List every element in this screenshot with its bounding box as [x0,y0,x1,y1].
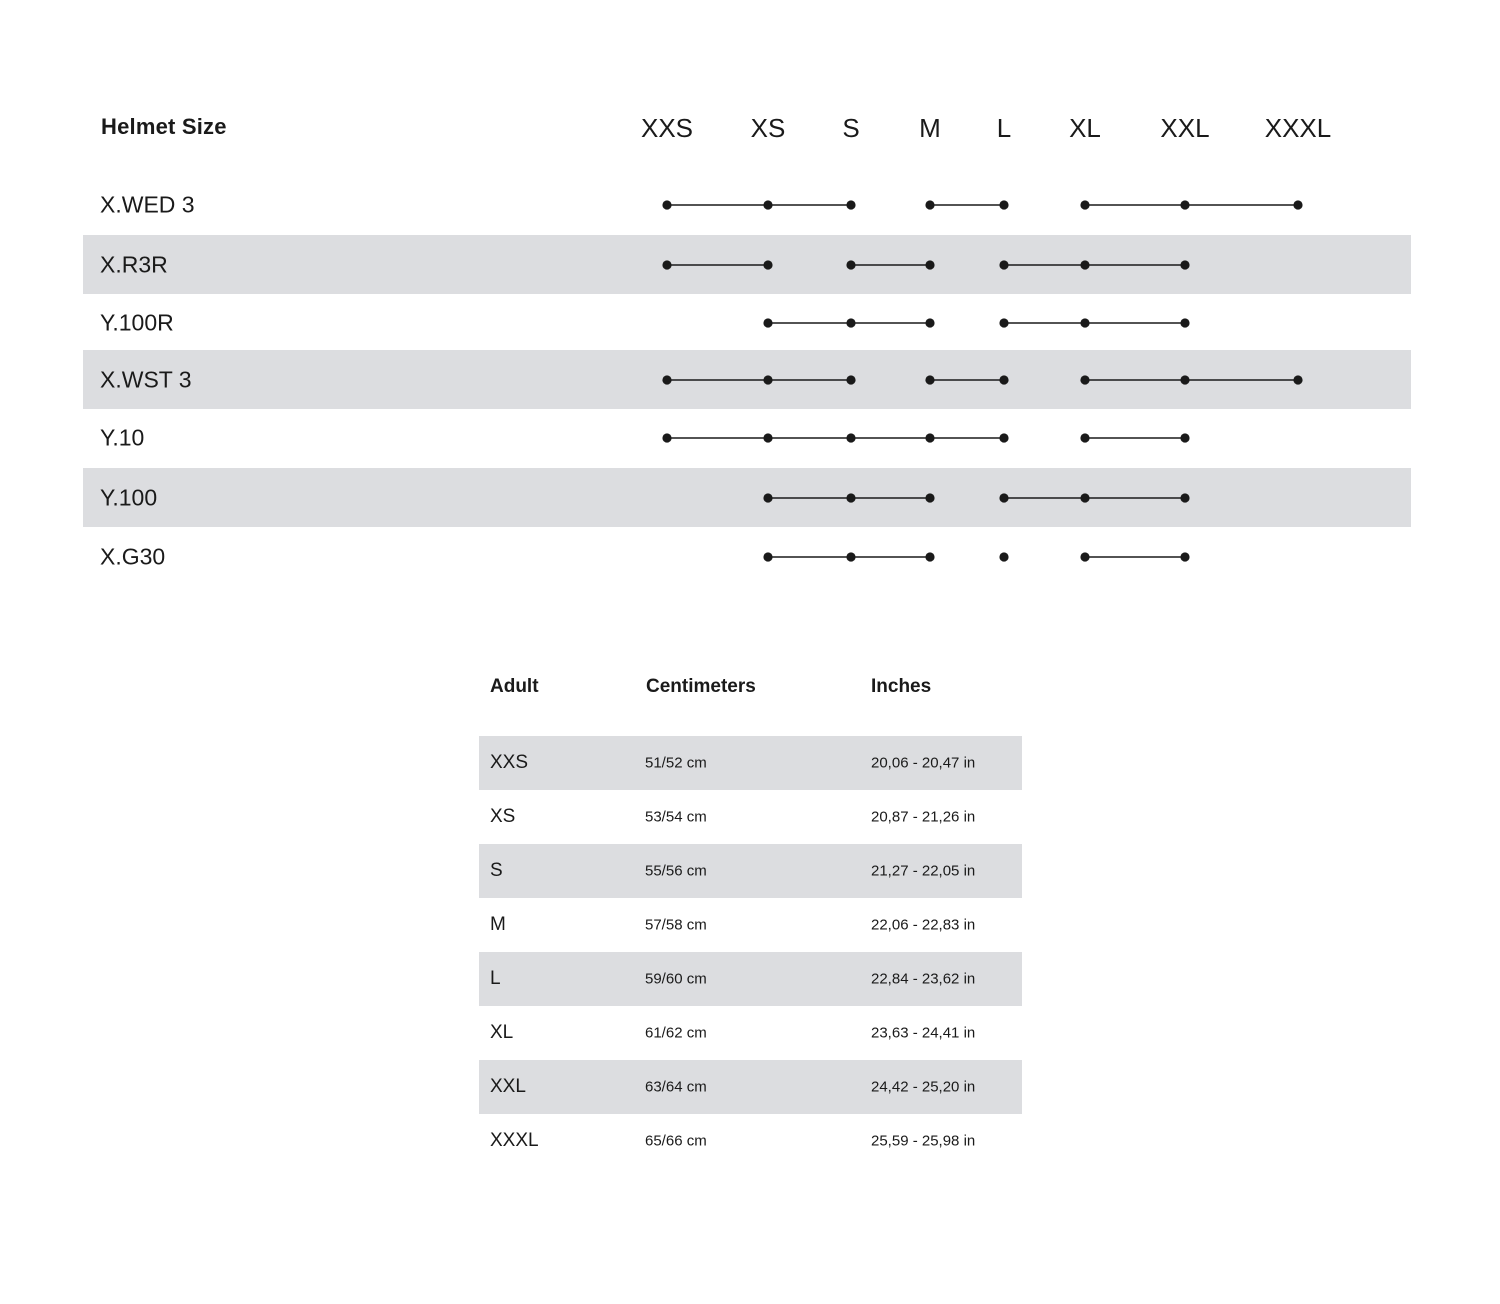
fit-dot-xs [763,200,772,209]
size-cell: XS [490,806,516,827]
fit-dot-xl [1080,375,1089,384]
fit-dot-xl [1080,200,1089,209]
model-label: Y.100R [100,309,174,336]
fit-dot-xxs [662,260,671,269]
table-row [479,736,1022,790]
col-header-centimeters: Centimeters [646,676,756,697]
model-label: X.R3R [100,251,168,278]
fit-dot-xl [1080,318,1089,327]
size-cell: M [490,914,506,935]
fit-dot-s [846,200,855,209]
fit-dot-m [925,200,934,209]
fit-dot-l [999,552,1008,561]
fit-dot-xxs [662,433,671,442]
inches-cell: 21,27 - 22,05 in [871,862,976,880]
model-label: X.G30 [100,543,166,570]
inches-cell: 25,59 - 25,98 in [871,1132,976,1150]
fit-dot-xl [1080,433,1089,442]
size-header-m: M [919,113,941,143]
table-row [479,844,1022,898]
centimeters-cell: 59/60 cm [645,970,707,988]
fit-dot-xxl [1180,260,1189,269]
fit-dot-xxl [1180,375,1189,384]
inches-cell: 22,84 - 23,62 in [871,970,976,988]
table-row [479,1006,1022,1060]
fit-dot-s [846,375,855,384]
table-row [479,1060,1022,1114]
table-row [479,898,1022,952]
size-header-s: S [842,113,860,143]
size-header-xs: XS [750,113,786,143]
fit-dot-s [846,433,855,442]
size-cell: S [490,860,503,881]
fit-dot-l [999,260,1008,269]
fit-dot-l [999,318,1008,327]
size-header-l: L [996,113,1012,143]
table-row [479,790,1022,844]
fit-dot-l [999,200,1008,209]
centimeters-cell: 65/66 cm [645,1132,707,1150]
fit-dot-m [925,433,934,442]
fit-dot-xs [763,433,772,442]
fit-dot-l [999,375,1008,384]
model-label: Y.10 [100,424,145,451]
inches-cell: 24,42 - 25,20 in [871,1078,976,1096]
table-row [479,952,1022,1006]
centimeters-cell: 53/54 cm [645,808,707,826]
fit-dot-xl [1080,493,1089,502]
inches-cell: 20,87 - 21,26 in [871,808,976,826]
fit-dot-xs [763,375,772,384]
fit-dot-s [846,493,855,502]
fit-dot-xxxl [1293,200,1302,209]
fit-dot-xxxl [1293,375,1302,384]
fit-dot-xs [763,552,772,561]
model-label: Y.100 [100,484,158,511]
fit-dot-s [846,552,855,561]
model-label: X.WED 3 [100,191,195,218]
fit-dot-s [846,260,855,269]
size-cell: XXL [490,1076,526,1097]
fit-dot-xxl [1180,493,1189,502]
fit-dot-xl [1080,552,1089,561]
fit-dot-xs [763,318,772,327]
size-header-xxl: XXL [1160,113,1210,143]
fit-dot-m [925,260,934,269]
fit-dot-xs [763,260,772,269]
centimeters-cell: 55/56 cm [645,862,707,880]
col-header-inches: Inches [871,676,932,697]
fit-dot-xxs [662,200,671,209]
centimeters-cell: 51/52 cm [645,754,707,772]
centimeters-cell: 63/64 cm [645,1078,707,1096]
fit-dot-l [999,493,1008,502]
fit-dot-m [925,493,934,502]
fit-dot-l [999,433,1008,442]
fit-dot-s [846,318,855,327]
size-cell: XL [490,1022,514,1043]
size-header-xl: XL [1069,113,1101,143]
fit-dot-xxl [1180,318,1189,327]
table-row [479,1114,1022,1168]
size-cell: L [490,968,501,989]
fit-dot-xl [1080,260,1089,269]
inches-cell: 23,63 - 24,41 in [871,1024,976,1042]
model-label: X.WST 3 [100,366,192,393]
size-header-xxxl: XXXL [1264,113,1332,143]
fit-dot-xxl [1180,552,1189,561]
fit-dot-m [925,552,934,561]
fit-dot-xxl [1180,433,1189,442]
helmet-fit-chart [0,0,1500,600]
col-header-adult: Adult [490,676,539,697]
fit-dot-xxs [662,375,671,384]
helmet-size-title: Helmet Size [101,114,227,139]
centimeters-cell: 57/58 cm [645,916,707,934]
fit-dot-m [925,375,934,384]
fit-dot-m [925,318,934,327]
size-conversion-table [479,660,1022,1160]
size-cell: XXS [490,752,529,773]
inches-cell: 20,06 - 20,47 in [871,754,976,772]
fit-dot-xxl [1180,200,1189,209]
inches-cell: 22,06 - 22,83 in [871,916,976,934]
size-header-xxs: XXS [640,113,694,143]
size-cell: XXXL [490,1130,539,1151]
fit-range-plot [0,0,1500,600]
fit-dot-xs [763,493,772,502]
centimeters-cell: 61/62 cm [645,1024,707,1042]
